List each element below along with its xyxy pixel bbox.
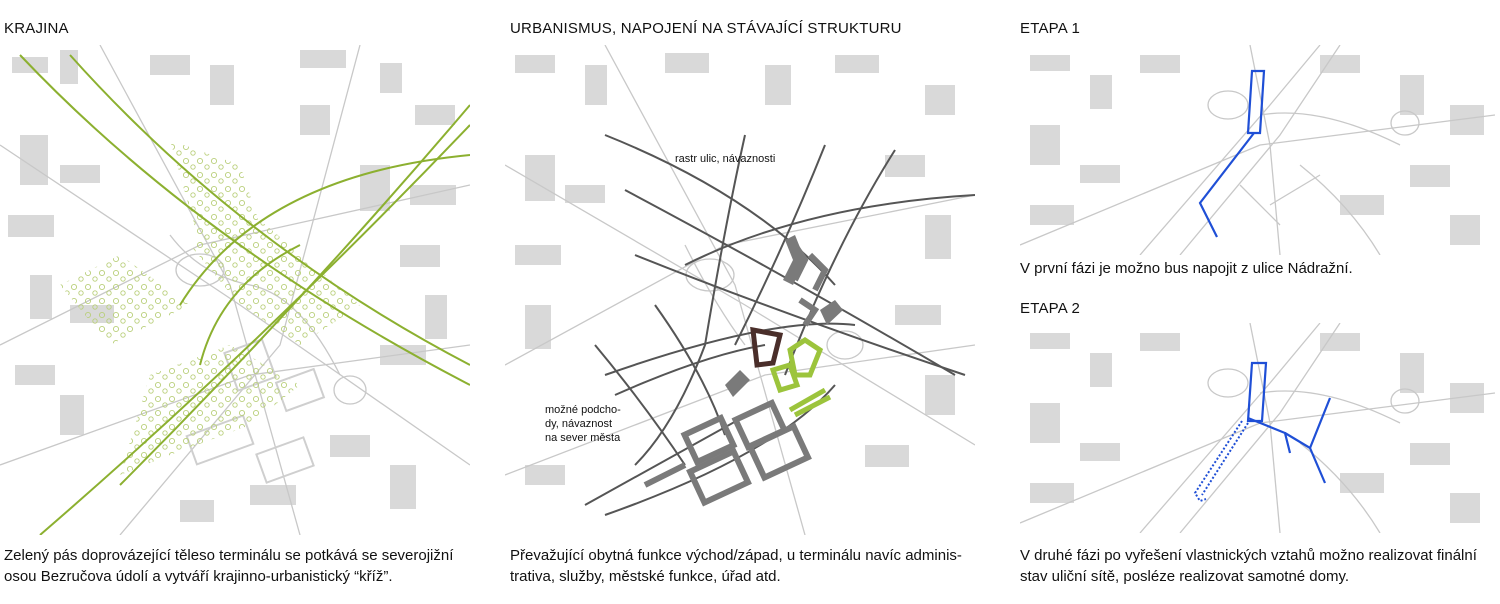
panel-title-krajina: KRAJINA — [4, 20, 69, 37]
label-underpass-line1: možné podcho- — [545, 404, 621, 416]
panel-title-etapa2: ETAPA 2 — [1020, 300, 1081, 317]
map-etapa1 — [1020, 45, 1495, 255]
caption-etapa2-line2: stav uliční sítě, posléze realizovat samotné domy. — [1020, 568, 1350, 585]
caption-urbanismus — [510, 545, 962, 587]
caption-etapa2 — [1020, 545, 1477, 587]
caption-krajina-line2: osou Bezručova údolí a vytváří krajinno-urbanistický “kříž”. — [4, 568, 393, 585]
background-buildings — [1030, 55, 1484, 245]
background-buildings — [1030, 333, 1484, 523]
label-underpass-line3: na sever města — [545, 432, 621, 444]
label-street-grid: rastr ulic, návaznosti — [675, 153, 776, 165]
panel-title-etapa1: ETAPA 1 — [1020, 20, 1081, 37]
caption-etapa2-line1: V druhé fázi po vyřešení vlastnických vztahů možno realizovat finální — [1020, 547, 1477, 564]
map-krajina — [0, 45, 470, 535]
label-underpass-line2: dy, návaznost — [545, 418, 613, 430]
panel-title-urbanismus: URBANISMUS, NAPOJENÍ NA STÁVAJÍCÍ STRUKTURU — [510, 20, 902, 37]
caption-urbanismus-line2: trativa, služby, městské funkce, úřad atd. — [510, 568, 781, 585]
map-urbanismus — [505, 45, 975, 535]
bus-route-stage1 — [1200, 71, 1264, 237]
caption-krajina — [4, 545, 453, 587]
bus-route-stage2 — [1248, 363, 1330, 483]
green-blocks — [773, 340, 830, 415]
caption-krajina-line1: Zelený pás doprovázející těleso terminálu se potkává se severojižní — [4, 547, 454, 564]
map-etapa2 — [1020, 323, 1495, 533]
terminal-block — [753, 330, 780, 365]
caption-etapa1: V první fázi je možno bus napojit z ulice Nádražní. — [1020, 260, 1353, 277]
caption-urbanismus-line1: Převažující obytná funkce východ/západ, u terminálu navíc adminis- — [510, 547, 962, 564]
